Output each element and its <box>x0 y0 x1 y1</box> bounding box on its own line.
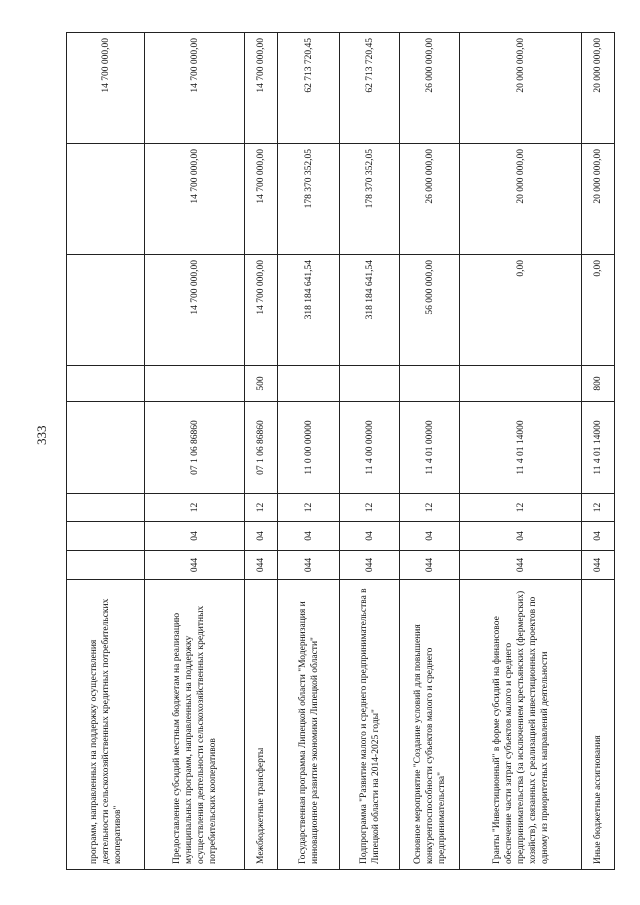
subsection-code <box>67 494 145 522</box>
amount-2020: 14 700 000,00 <box>145 144 245 255</box>
expense-type <box>145 366 245 402</box>
subsection-code: 12 <box>400 494 460 522</box>
amount-2019: 0,00 <box>460 255 582 366</box>
amount-2021: 14 700 000,00 <box>67 33 145 144</box>
row-name: Подпрограмма "Развитие малого и среднего предпринимательства в Липецкой области на 2014-2025 годы" <box>340 580 400 870</box>
target-article: 11 4 01 14000 <box>582 402 615 494</box>
section-code: 04 <box>145 522 245 551</box>
amount-2019: 56 000 000,00 <box>400 255 460 366</box>
budget-table-rotated <box>66 33 603 870</box>
ministry-code: 044 <box>340 551 400 580</box>
target-article: 07 1 06 86860 <box>245 402 278 494</box>
ministry-code: 044 <box>145 551 245 580</box>
ministry-code: 044 <box>400 551 460 580</box>
row-name: Государственная программа Липецкой области "Модернизация и инновационное развитие экономики Липецкой области" <box>278 580 340 870</box>
subsection-code: 12 <box>245 494 278 522</box>
amount-2021: 62 713 720,45 <box>278 33 340 144</box>
subsection-code: 12 <box>582 494 615 522</box>
amount-2019: 14 700 000,00 <box>245 255 278 366</box>
amount-2020: 178 370 352,05 <box>340 144 400 255</box>
ministry-code: 044 <box>460 551 582 580</box>
table-row <box>245 33 278 870</box>
expense-type <box>340 366 400 402</box>
row-name: Предоставление субсидий местным бюджетам на реализацию муниципальных программ, направленных на поддержку осуществления деятельности сельскохозяйственных кредитных потребительских кооперативов <box>145 580 245 870</box>
section-code: 04 <box>340 522 400 551</box>
amount-2021: 26 000 000,00 <box>400 33 460 144</box>
ministry-code: 044 <box>278 551 340 580</box>
section-code: 04 <box>278 522 340 551</box>
table-row <box>460 33 582 870</box>
subsection-code: 12 <box>145 494 245 522</box>
row-name: Межбюджетные трансферты <box>245 580 278 870</box>
amount-2019: 318 184 641,54 <box>340 255 400 366</box>
amount-2021: 62 713 720,45 <box>340 33 400 144</box>
budget-table <box>66 32 615 870</box>
section-code: 04 <box>245 522 278 551</box>
page-number: 333 <box>34 425 49 445</box>
table-row <box>67 33 145 870</box>
target-article: 11 4 01 14000 <box>460 402 582 494</box>
ministry-code <box>67 551 145 580</box>
subsection-code: 12 <box>340 494 400 522</box>
row-name: программ, направленных на поддержку осуществления деятельности сельскохозяйственных кредитных потребительских кооперативов" <box>67 580 145 870</box>
target-article: 11 4 00 00000 <box>340 402 400 494</box>
table-row <box>278 33 340 870</box>
row-name: Иные бюджетные ассигнования <box>582 580 615 870</box>
section-code: 04 <box>400 522 460 551</box>
expense-type <box>460 366 582 402</box>
subsection-code: 12 <box>460 494 582 522</box>
amount-2019: 14 700 000,00 <box>145 255 245 366</box>
amount-2020: 20 000 000,00 <box>582 144 615 255</box>
ministry-code: 044 <box>582 551 615 580</box>
row-name: Основное мероприятие "Создание условий для повышения конкурентоспособности субъектов малого и среднего предпринимательства" <box>400 580 460 870</box>
amount-2019: 0,00 <box>582 255 615 366</box>
amount-2020: 14 700 000,00 <box>245 144 278 255</box>
section-code: 04 <box>582 522 615 551</box>
table-row <box>145 33 245 870</box>
expense-type <box>67 366 145 402</box>
amount-2021: 20 000 000,00 <box>582 33 615 144</box>
amount-2021: 14 700 000,00 <box>145 33 245 144</box>
section-code <box>67 522 145 551</box>
target-article: 11 0 00 00000 <box>278 402 340 494</box>
expense-type: 800 <box>582 366 615 402</box>
expense-type: 500 <box>245 366 278 402</box>
amount-2019: 318 184 641,54 <box>278 255 340 366</box>
expense-type <box>400 366 460 402</box>
table-row <box>340 33 400 870</box>
target-article: 11 4 01 00000 <box>400 402 460 494</box>
target-article <box>67 402 145 494</box>
section-code: 04 <box>460 522 582 551</box>
subsection-code: 12 <box>278 494 340 522</box>
amount-2021: 20 000 000,00 <box>460 33 582 144</box>
row-name: Гранты "Инвестиционный" в форме субсидий на финансовое обеспечение части затрат субъектов малого и среднего предпринимательства (за исключением крестьянских (фермерских) хозяйств), связанных с реализацией инвестиционных проектов по одному из приоритетных направлений деятельности <box>460 580 582 870</box>
expense-type <box>278 366 340 402</box>
amount-2019 <box>67 255 145 366</box>
amount-2020: 20 000 000,00 <box>460 144 582 255</box>
table-body <box>67 33 615 870</box>
table-row <box>400 33 460 870</box>
amount-2020 <box>67 144 145 255</box>
target-article: 07 1 06 86860 <box>145 402 245 494</box>
ministry-code: 044 <box>245 551 278 580</box>
table-row <box>582 33 615 870</box>
amount-2020: 26 000 000,00 <box>400 144 460 255</box>
amount-2021: 14 700 000,00 <box>245 33 278 144</box>
amount-2020: 178 370 352,05 <box>278 144 340 255</box>
